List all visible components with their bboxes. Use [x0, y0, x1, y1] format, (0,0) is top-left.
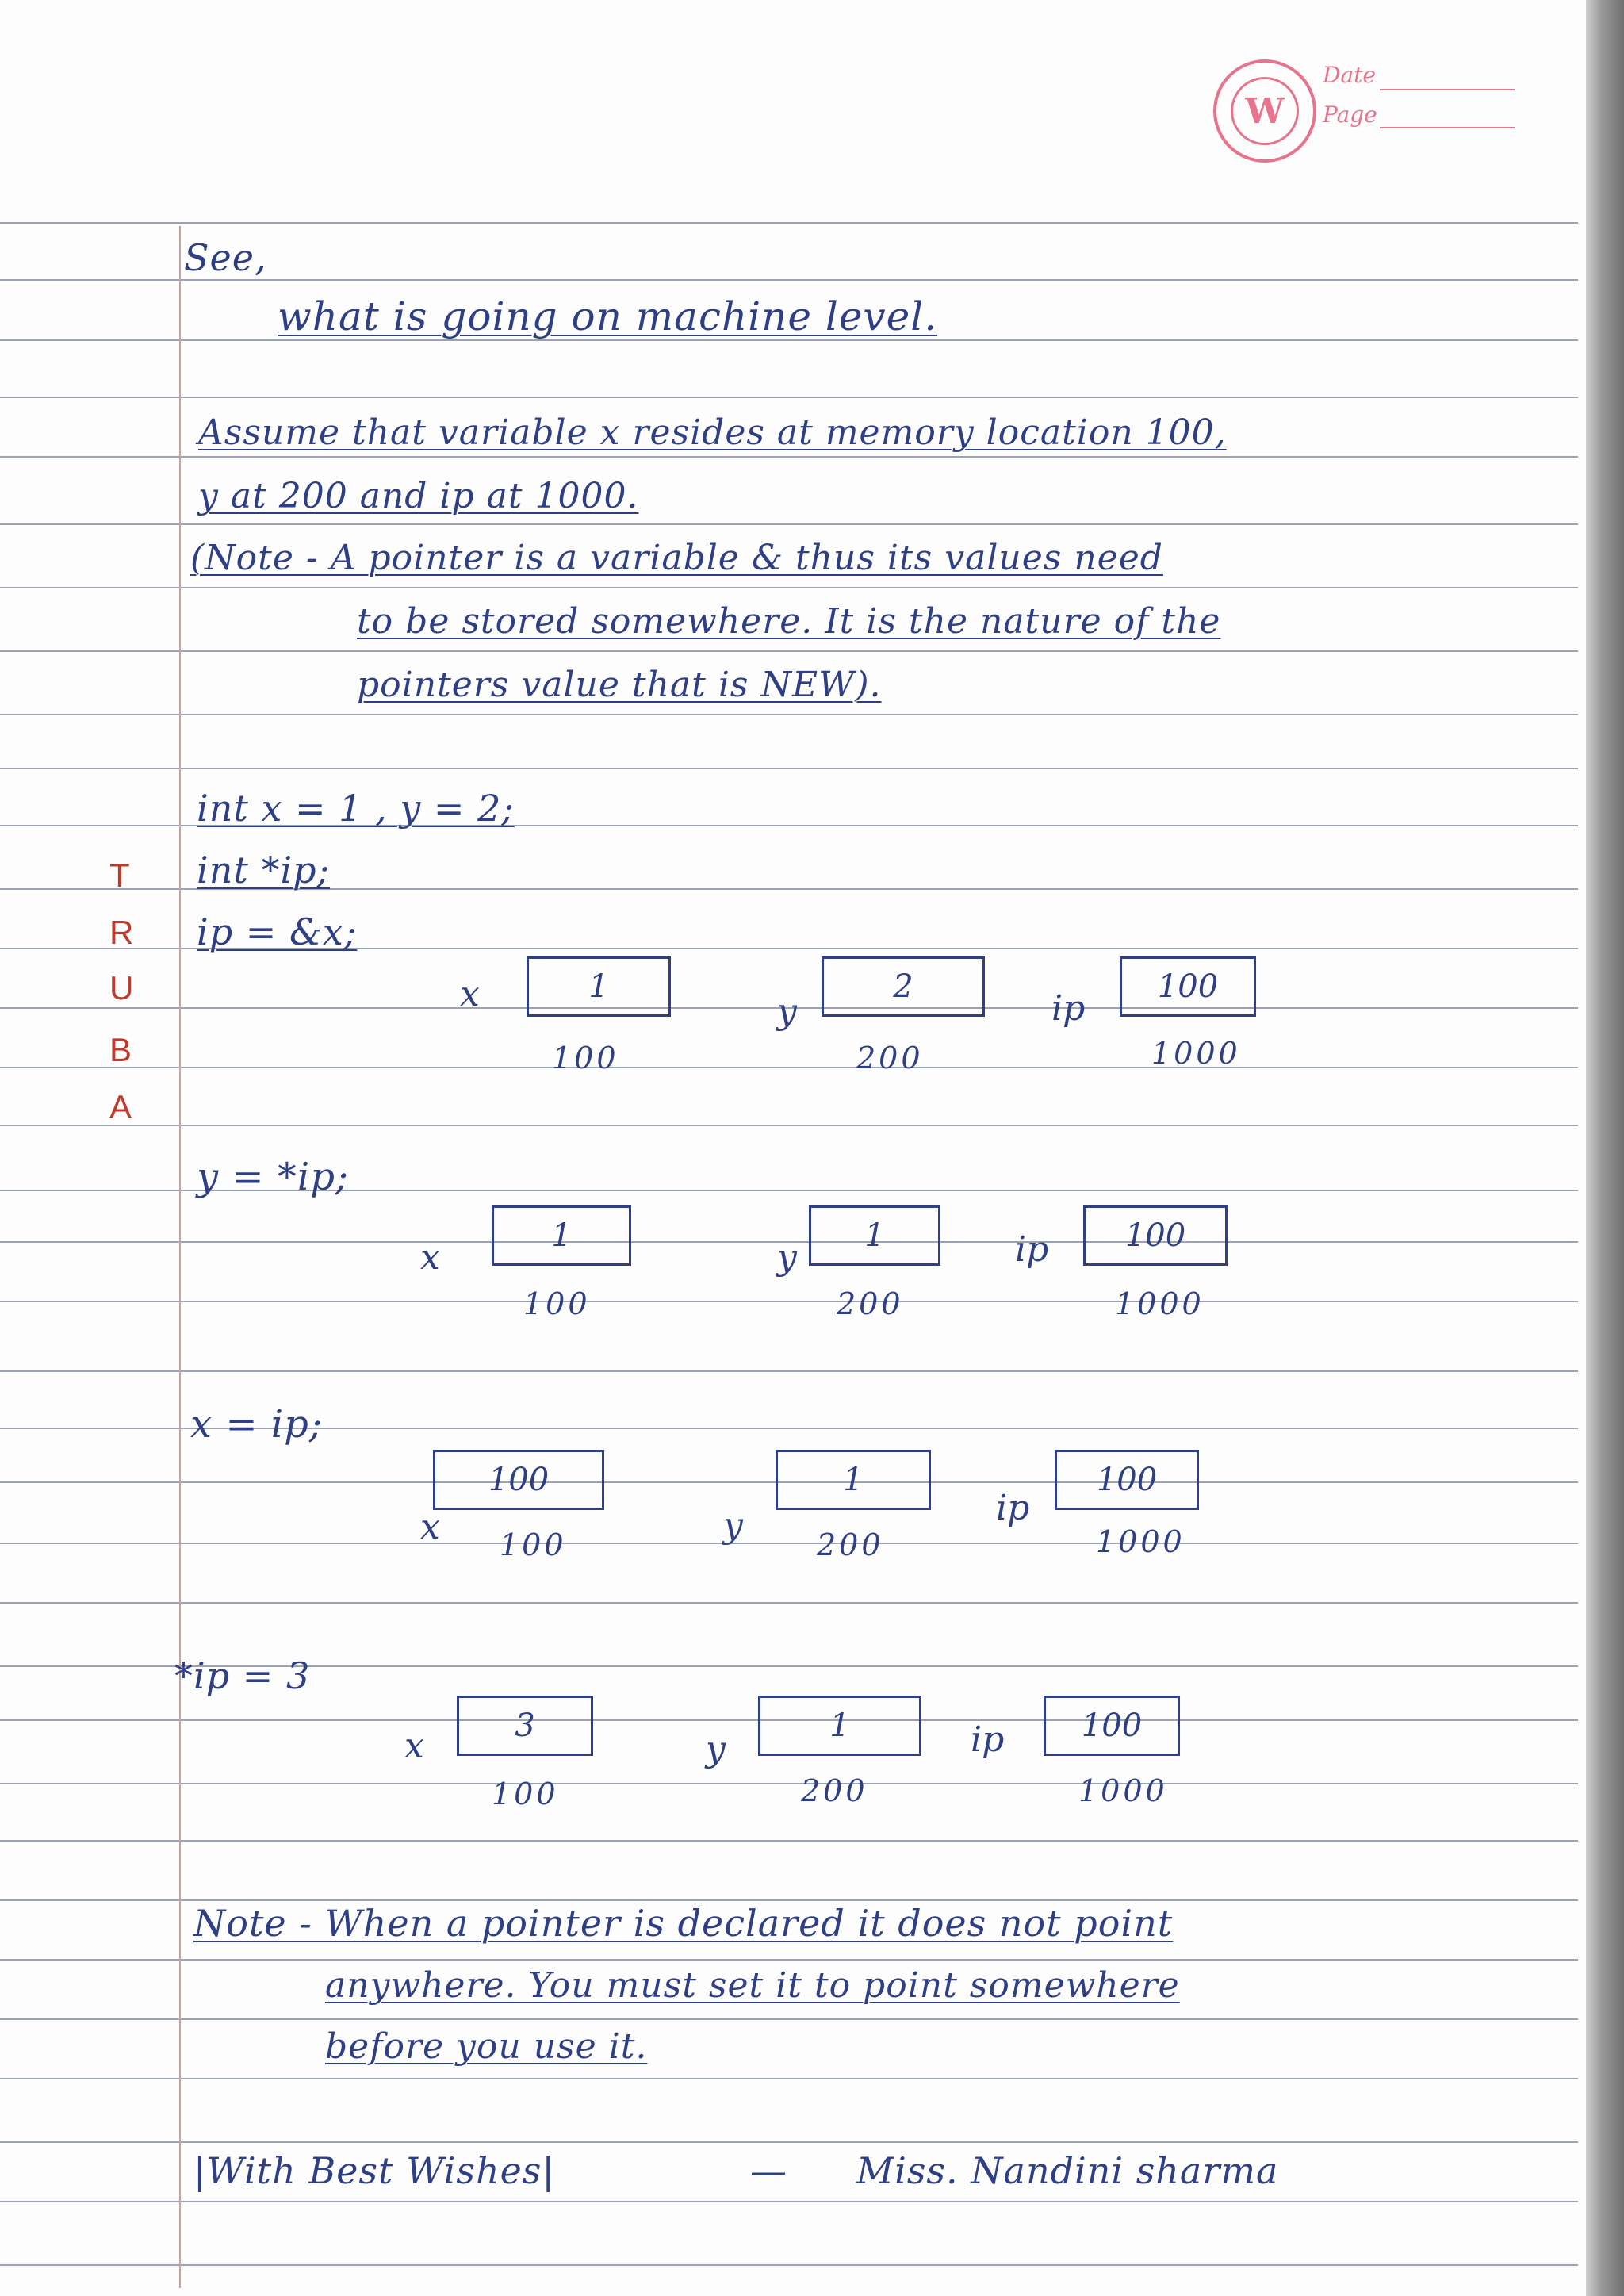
side-letter-a: A: [109, 1088, 132, 1125]
best-wishes: |With Best Wishes|: [193, 2149, 555, 2192]
y-label: y: [777, 1237, 797, 1278]
y-value-box: 2: [822, 956, 985, 1017]
x-label: x: [460, 974, 480, 1014]
ip-value-box: 100: [1083, 1205, 1228, 1266]
ip-value-box: 100: [1120, 956, 1256, 1017]
signature-dash: —: [750, 2149, 787, 2192]
side-letter-t: T: [109, 857, 130, 894]
x-address: 100: [523, 1286, 591, 1321]
intro-line: what is going on machine level.: [278, 293, 938, 339]
page-label: Page: [1323, 102, 1377, 128]
y-label: y: [723, 1505, 743, 1546]
side-letter-b: B: [109, 1031, 132, 1068]
x-label: x: [420, 1507, 440, 1547]
x-value-box: 1: [492, 1205, 631, 1266]
x-label: x: [404, 1726, 424, 1766]
author-signature: Miss. Nandini sharma: [856, 2149, 1279, 2192]
y-label: y: [777, 991, 797, 1032]
note2-line-1: Note - When a pointer is declared it does not point: [193, 1902, 1174, 1945]
statement-2: y = *ip;: [197, 1155, 350, 1199]
note1-line-1: (Note - A pointer is a variable & thus its values need: [190, 538, 1163, 578]
note2-line-3: before you use it.: [325, 2026, 648, 2067]
note1-line-2: to be stored somewhere. It is the nature of the: [357, 601, 1221, 642]
x-label: x: [420, 1237, 440, 1278]
x-address: 100: [552, 1041, 619, 1075]
ip-label: ip: [996, 1488, 1030, 1528]
code-line-2: int *ip;: [197, 849, 331, 891]
statement-3: x = ip;: [190, 1402, 324, 1447]
y-address: 200: [837, 1286, 904, 1321]
brand-logo: [1213, 59, 1316, 163]
x-value-box: 1: [527, 956, 671, 1017]
date-line: [1380, 89, 1515, 90]
page-line: [1380, 127, 1515, 128]
ip-address: 1000: [1115, 1286, 1205, 1321]
code-line-3: ip = &x;: [197, 910, 358, 953]
ip-label: ip: [1051, 988, 1086, 1029]
ip-value-box: 100: [1044, 1696, 1180, 1756]
x-value-box: 100: [433, 1450, 604, 1510]
y-address: 200: [801, 1773, 868, 1808]
side-letter-u: U: [109, 969, 134, 1006]
code-line-1: int x = 1 , y = 2;: [197, 787, 515, 830]
ip-address: 1000: [1096, 1524, 1185, 1559]
x-address: 100: [500, 1527, 567, 1562]
ip-value-box: 100: [1055, 1450, 1199, 1510]
ip-label: ip: [1015, 1229, 1049, 1270]
date-label: Date: [1323, 62, 1376, 88]
ip-address: 1000: [1078, 1773, 1168, 1808]
note1-line-3: pointers value that is NEW).: [357, 665, 882, 705]
x-address: 100: [492, 1777, 559, 1811]
y-value-box: 1: [776, 1450, 931, 1510]
x-value-box: 3: [457, 1696, 593, 1756]
ip-address: 1000: [1151, 1036, 1241, 1071]
assume-line-2: y at 200 and ip at 1000.: [198, 476, 639, 516]
y-address: 200: [817, 1527, 884, 1562]
note2-line-2: anywhere. You must set it to point somewhere: [325, 1965, 1180, 2006]
y-value-box: 1: [809, 1205, 940, 1266]
assume-line-1: Assume that variable x resides at memory location 100,: [198, 412, 1227, 453]
y-value-box: 1: [758, 1696, 921, 1756]
y-label: y: [706, 1729, 726, 1769]
see-heading: See,: [184, 236, 267, 279]
ip-label: ip: [971, 1719, 1005, 1760]
margin-line: [179, 226, 181, 2288]
y-address: 200: [856, 1041, 924, 1075]
statement-4: *ip = 3: [174, 1654, 311, 1697]
notebook-binding: [1586, 0, 1624, 2296]
logo-letter: W: [1231, 77, 1299, 145]
side-letter-r: R: [109, 914, 134, 951]
